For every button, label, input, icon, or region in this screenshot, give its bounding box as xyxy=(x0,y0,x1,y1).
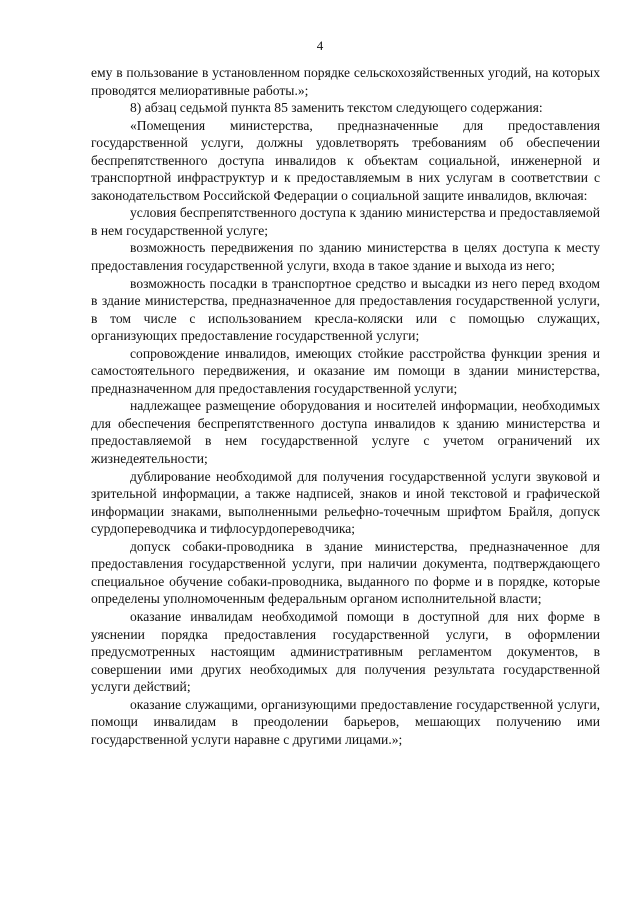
paragraph: сопровождение инвалидов, имеющих стойкие расстройства функции зрения и самостоятельного передвижения, и оказание им помощи в здании министерства, предназначенном для предоставления государственной услуги; xyxy=(91,345,600,396)
paragraph: «Помещения министерства, предназначенные для предоставления государственной услуги, должны удовлетворять требованиям об обеспечении беспрепятственного доступа инвалидов к объектам социальной, инженерной и транспортной инфраструктур и к предоставляемым в них услугам в соответствии с законодательством Российской Федерации о социальной защите инвалидов, включая: xyxy=(91,117,600,203)
paragraph: оказание инвалидам необходимой помощи в доступной для них форме в уяснении порядка предоставления государственной услуги, в оформлении предусмотренных настоящим административным регламентом документов, в совершении ими других необходимых для получения результата государственной услуги действий; xyxy=(91,608,600,695)
paragraph: возможность посадки в транспортное средство и высадки из него перед входом в здание министерства, предназначенное для предоставления государственной услуги, в том числе с использованием кресла-коляски или с помощью служащих, организующих предоставление государственной услуги; xyxy=(91,275,600,344)
paragraph: возможность передвижения по зданию министерства в целях доступа к месту предоставления государственной услуги, входа в такое здание и выхода из него; xyxy=(91,240,600,274)
paragraph: ему в пользование в установленном порядке сельскохозяйственных угодий, на которых проводятся мелиоративные работы.»; xyxy=(91,65,600,98)
paragraph: условия беспрепятственного доступа к зданию министерства и предоставляемой в нем государственной услуге; xyxy=(91,205,600,238)
page-number: 4 xyxy=(316,38,324,53)
paragraph: оказание служащими, организующими предоставление государственной услуги, помощи инвалидам в преодолении барьеров, мешающих получению ими государственной услуги наравне с другими лицами.»; xyxy=(91,696,600,747)
paragraph: 8) абзац седьмой пункта 85 заменить текстом следующего содержания: xyxy=(130,100,543,116)
paragraph: дублирование необходимой для получения государственной услуги звуковой и зрительной информации, а также надписей, знаков и иной текстовой и графической информации знаками, выполненными рельефно-точечным шрифтом Брайля, допуск сурдопереводчика и тифлосурдопереводчика; xyxy=(91,468,600,537)
paragraph: надлежащее размещение оборудования и носителей информации, необходимых для обеспечения беспрепятственного доступа инвалидов к зданию министерства и предоставляемой в нем государственной услуге с учетом ограничений их жизнедеятельности; xyxy=(91,398,600,467)
document-body xyxy=(91,64,600,748)
paragraph: допуск собаки-проводника в здание министерства, предназначенное для предоставления государственной услуги, при наличии документа, подтверждающего специальное обучение собаки-проводника, выданного по форме и в порядке, которые определены уполномоченным федеральным органом исполнительной власти; xyxy=(91,538,600,607)
